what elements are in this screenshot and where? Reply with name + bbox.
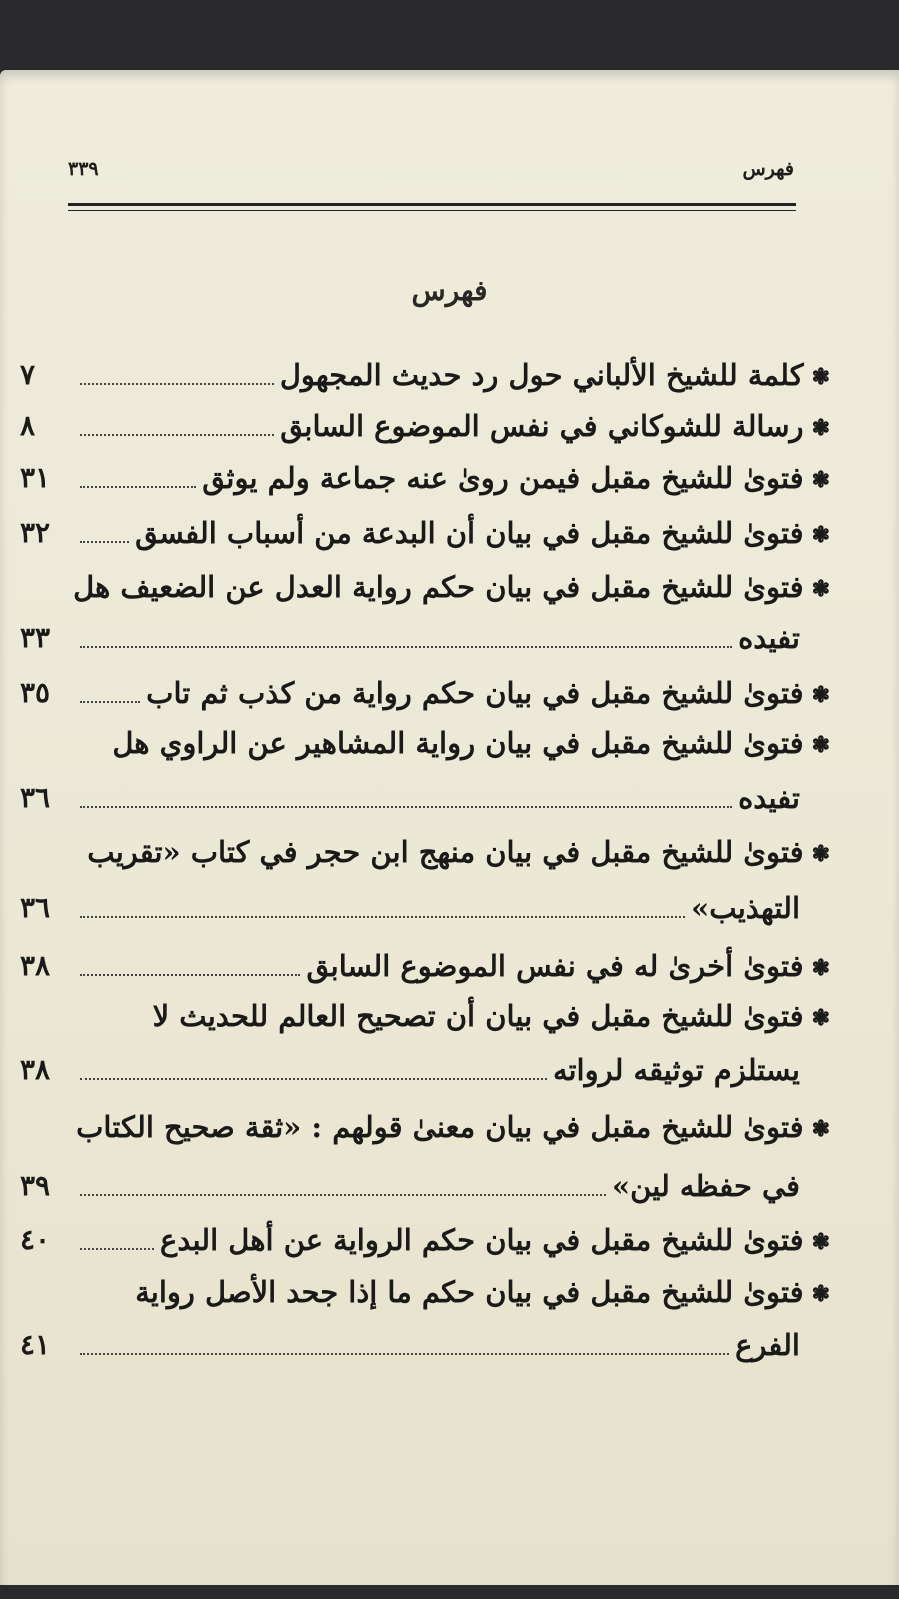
- dotted-leader: [80, 1353, 729, 1355]
- asterisk-icon: ❃: [811, 522, 830, 548]
- entry-page-number: ٧: [20, 358, 36, 391]
- entry-line: [76, 1107, 830, 1147]
- entry-text: الفرع: [735, 1328, 800, 1362]
- entry-line: [612, 1166, 800, 1206]
- entry-line: [735, 1325, 800, 1365]
- asterisk-icon: ❃: [811, 732, 830, 758]
- asterisk-icon: ❃: [811, 682, 830, 708]
- dotted-leader: [80, 486, 196, 488]
- entry-text: رسالة للشوكاني في نفس الموضوع السابق: [280, 409, 804, 443]
- entry-text: فتوىٰ أخرىٰ له في نفس الموضوع السابق: [306, 949, 804, 983]
- running-title: فهرس: [742, 158, 794, 180]
- entry-line: [87, 832, 830, 872]
- entry-page-number: ٣١: [20, 461, 51, 494]
- entry-text: فتوىٰ للشيخ مقبل في بيان حكم رواية العدل عن الضعيف هل: [73, 570, 804, 604]
- asterisk-icon: ❃: [811, 1116, 830, 1142]
- dotted-leader: [80, 646, 732, 648]
- asterisk-icon: ❃: [811, 841, 830, 867]
- entry-line: [135, 1272, 830, 1312]
- entry-text: يستلزم توثيقه لرواته: [552, 1053, 800, 1087]
- asterisk-icon: ❃: [811, 955, 830, 981]
- entry-page-number: ٣٩: [20, 1169, 51, 1202]
- entry-line: [160, 1220, 830, 1260]
- entry-text: فتوىٰ للشيخ مقبل في بيان حكم ما إذا جحد الأصل رواية: [135, 1275, 804, 1309]
- entry-line: [280, 355, 830, 395]
- entry-page-number: ٣٥: [20, 676, 51, 709]
- entry-text: فتوىٰ للشيخ مقبل في بيان معنىٰ قولهم : «ثقة صحيح الكتاب: [76, 1110, 804, 1144]
- entry-page-number: ٣٣: [20, 621, 51, 654]
- entry-line: [73, 567, 830, 607]
- entry-text: في حفظه لين»: [612, 1169, 800, 1203]
- entry-text: تفيده: [738, 781, 800, 815]
- asterisk-icon: ❃: [811, 1005, 830, 1031]
- asterisk-icon: ❃: [811, 576, 830, 602]
- entry-line: [146, 673, 830, 713]
- dotted-leader: [80, 1248, 154, 1250]
- entry-text: فتوىٰ للشيخ مقبل في بيان أن تصحيح العالم للحديث لا: [152, 999, 804, 1033]
- entry-text: كلمة للشيخ الألباني حول رد حديث المجهول: [279, 358, 804, 392]
- page-number: ٣٣٩: [68, 158, 99, 180]
- dotted-leader: [80, 434, 274, 436]
- entry-text: فتوىٰ للشيخ مقبل في بيان حكم الرواية عن أهل البدع: [160, 1223, 804, 1257]
- asterisk-icon: ❃: [811, 415, 830, 441]
- entry-page-number: ٤٠: [20, 1223, 51, 1256]
- dotted-leader: [80, 383, 274, 385]
- entry-page-number: ٣٦: [20, 781, 51, 814]
- dotted-leader: [80, 701, 140, 703]
- dotted-leader: [80, 974, 300, 976]
- entry-line: [553, 1050, 800, 1090]
- entry-page-number: ٤١: [20, 1328, 51, 1361]
- dotted-leader: [80, 1194, 606, 1196]
- entry-line: [738, 778, 800, 818]
- asterisk-icon: ❃: [811, 364, 830, 390]
- entry-page-number: ٣٨: [20, 1053, 51, 1086]
- entry-text: التهذيب»: [691, 891, 800, 925]
- entry-text: فتوىٰ للشيخ مقبل في بيان أن البدعة من أسباب الفسق: [135, 516, 804, 550]
- entry-line: [280, 406, 830, 446]
- entry-text: فتوىٰ للشيخ مقبل فيمن روىٰ عنه جماعة ولم يوثق: [202, 461, 804, 495]
- dotted-leader: [80, 541, 129, 543]
- dotted-leader: [80, 1078, 547, 1080]
- entry-text: فتوىٰ للشيخ مقبل في بيان رواية المشاهير عن الراوي هل: [112, 726, 804, 760]
- entry-page-number: ٨: [20, 409, 36, 442]
- entry-page-number: ٣٦: [20, 891, 51, 924]
- entry-text: تفيده: [738, 621, 800, 655]
- asterisk-icon: ❃: [811, 467, 830, 493]
- entry-text: فتوىٰ للشيخ مقبل في بيان حكم رواية من كذب ثم تاب: [146, 676, 804, 710]
- entry-line: [112, 723, 830, 763]
- entry-line: [202, 458, 830, 498]
- dotted-leader: [80, 916, 685, 918]
- entry-line: [738, 618, 800, 658]
- asterisk-icon: ❃: [811, 1281, 830, 1307]
- asterisk-icon: ❃: [811, 1229, 830, 1255]
- dotted-leader: [80, 806, 732, 808]
- entry-line: [306, 946, 830, 986]
- index-heading: فهرس: [411, 274, 488, 307]
- entry-page-number: ٣٨: [20, 949, 51, 982]
- entry-page-number: ٣٢: [20, 516, 51, 549]
- entry-line: [691, 888, 800, 928]
- entry-text: فتوىٰ للشيخ مقبل في بيان منهج ابن حجر في كتاب «تقريب: [87, 835, 804, 869]
- entry-line: [153, 996, 830, 1036]
- entry-line: [135, 513, 830, 553]
